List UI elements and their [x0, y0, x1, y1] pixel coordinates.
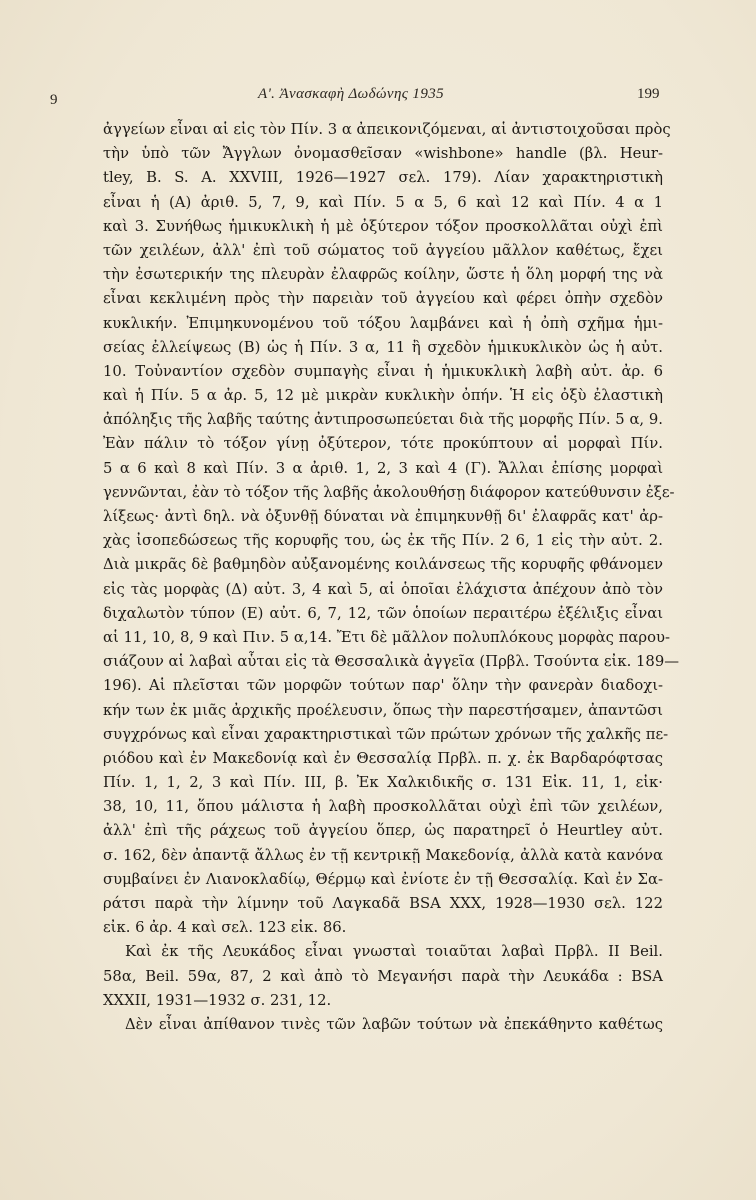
running-head: Α'. Ἀνασκαφὴ Δωδώνης 1935: [258, 86, 445, 102]
text-line: 5 α 6 καὶ 8 καὶ Πίν. 3 α ἀριθ. 1, 2, 3 καὶ 4 (Γ). Ἄλλαι ἐπίσης μορφαὶ: [103, 459, 663, 477]
text-line: τῶν χειλέων, ἀλλ' ἐπὶ τοῦ σώματος τοῦ ἀγγείου μᾶλλον καθέτως, ἔχει: [103, 241, 663, 259]
text-line: Πίν. 1, 1, 2, 3 καὶ Πίν. III, β. Ἐκ Χαλκιδικῆς σ. 131 Εἰκ. 11, 1, εἰκ·: [103, 774, 663, 792]
text-line: Διὰ μικρᾶς δὲ βαθμηδὸν αὐξανομένης κοιλάνσεως τῆς κορυφῆς φθάνομεν: [103, 556, 663, 574]
text-line: Δὲν εἶναι ἀπίθανον τινὲς τῶν λαβῶν τούτων νὰ ἐπεκάθηντο καθέτως: [125, 1015, 663, 1033]
text-line: καὶ 3. Συνήθως ἡμικυκλικὴ ἡ μὲ ὀξύτερον τόξον προσκολλᾶται οὐχὶ ἐπὶ: [103, 217, 663, 235]
text-line: τὴν ὑπὸ τῶν Ἄγγλων ὀνομασθεῖσαν «wishbone» handle (βλ. Heur-: [103, 145, 663, 163]
text-line: κήν των ἐκ μιᾶς ἀρχικῆς προέλευσιν, ὅπως τὴν παρεστήσαμεν, ἀπαντῶσι: [103, 701, 663, 719]
text-line: 196). Αἱ πλεῖσται τῶν μορφῶν τούτων παρ' ὅλην τὴν φανερὰν διαδοχι-: [103, 677, 663, 695]
text-line: Ἐὰν πάλιν τὸ τόξον γίνῃ ὀξύτερον, τότε προκύπτουν αἱ μορφαὶ Πίν.: [103, 435, 663, 453]
text-line: συγχρόνως καὶ εἶναι χαρακτηριστικαὶ τῶν πρώτων χρόνων τῆς χαλκῆς πε-: [103, 725, 669, 743]
text-line: σείας ἐλλείψεως (Β) ὡς ἡ Πίν. 3 α, 11 ἢ σχεδὸν ἡμικυκλικὸν ὡς ἡ αὐτ.: [103, 338, 663, 356]
text-line: κυκλικήν. Ἐπιμηκυνομένου τοῦ τόξου λαμβάνει καὶ ἡ ὀπὴ σχῆμα ἡμι-: [103, 314, 663, 332]
body-text: [103, 118, 680, 1037]
text-line: σ. 162, δὲν ἀπαντᾷ ἄλλως ἐν τῇ κεντρικῇ Μακεδονίᾳ, ἀλλὰ κατὰ κανόνα: [103, 846, 663, 864]
text-line: αἱ 11, 10, 8, 9 καὶ Πιν. 5 α,14. Ἔτι δὲ μᾶλλον πολυπλόκους μορφὰς παρου-: [103, 628, 670, 646]
text-line: εἶναι κεκλιμένη πρὸς τὴν παρειὰν τοῦ ἀγγείου καὶ φέρει ὀπὴν σχεδὸν: [103, 290, 663, 308]
text-line: εἰς τὰς μορφὰς (Δ) αὐτ. 3, 4 καὶ 5, αἱ ὁποῖαι ἐλάχιστα ἀπέχουν ἀπὸ τὸν: [103, 580, 663, 598]
text-line: ἀλλ' ἐπὶ τῆς ράχεως τοῦ ἀγγείου ὅπερ, ὡς παρατηρεῖ ὁ Heurtley αὐτ.: [103, 822, 663, 840]
text-line: ἀγγείων εἶναι αἱ εἰς τὸν Πίν. 3 α ἀπεικονιζόμεναι, αἱ ἀντιστοιχοῦσαι πρὸς: [103, 121, 671, 138]
signature-mark: 9: [50, 92, 58, 108]
text-line: tley, B. S. A. XXVIII, 1926—1927 σελ. 179). Λίαν χαρακτηριστικὴ: [103, 169, 663, 187]
text-line: τὴν ἐσωτερικήν της πλευρὰν ἐλαφρῶς κοίλην, ὥστε ἡ ὅλη μορφή της νὰ: [103, 266, 663, 284]
text-line: χὰς ἰσοπεδώσεως τῆς κορυφῆς του, ὡς ἐκ τῆς Πίν. 2 6, 1 εἰς τὴν αὐτ. 2.: [103, 532, 663, 550]
text-line: 10. Τοὐναντίον σχεδὸν συμπαγὴς εἶναι ἡ ἡμικυκλικὴ λαβὴ αὐτ. ἀρ. 6: [103, 362, 663, 380]
text-line: εἰκ. 6 ἀρ. 4 καὶ σελ. 123 εἰκ. 86.: [103, 919, 347, 937]
text-line: γεννῶνται, ἐὰν τὸ τόξον τῆς λαβῆς ἀκολουθήσῃ διάφορον κατεύθυνσιν ἐξε-: [103, 483, 675, 501]
page-number: 199: [637, 86, 660, 102]
text-line: συμβαίνει ἐν Λιανοκλαδίῳ, Θέρμῳ καὶ ἐνίοτε ἐν τῇ Θεσσαλίᾳ. Καὶ ἐν Σα-: [103, 870, 663, 888]
text-line: διχαλωτὸν τύπον (Ε) αὐτ. 6, 7, 12, τῶν ὁποίων περαιτέρω ἐξέλιξις εἶναι: [103, 604, 663, 622]
text-line: 58α, Beil. 59α, 87, 2 καὶ ἀπὸ τὸ Μεγανήσι παρὰ τὴν Λευκάδα : BSA: [103, 967, 663, 985]
text-line: ράτσι παρὰ τὴν λίμνην τοῦ Λαγκαδᾶ BSA XXX, 1928—1930 σελ. 122: [103, 895, 663, 912]
text-line: ριόδου καὶ ἐν Μακεδονίᾳ καὶ ἐν Θεσσαλίᾳ Πρβλ. π. χ. ἐκ Βαρδαρόφτσας: [103, 749, 663, 767]
text-line: εἶναι ἡ (Α) ἀριθ. 5, 7, 9, καὶ Πίν. 5 α 5, 6 καὶ 12 καὶ Πίν. 4 α 1: [103, 193, 663, 211]
text-line: XXXII, 1931—1932 σ. 231, 12.: [103, 991, 332, 1009]
text-line: 38, 10, 11, ὅπου μάλιστα ἡ λαβὴ προσκολλᾶται οὐχὶ ἐπὶ τῶν χειλέων,: [103, 798, 663, 816]
text-line: λίξεως· ἀντὶ δηλ. νὰ ὀξυνθῇ δύναται νὰ ἐπιμηκυνθῇ δι' ἐλαφρᾶς κατ' ἀρ-: [103, 508, 663, 525]
text-line: σιάζουν αἱ λαβαὶ αὗται εἰς τὰ Θεσσαλικὰ ἀγγεῖα (Πρβλ. Τσούντα εἰκ. 189—: [103, 653, 680, 671]
text-line: Καὶ ἐκ τῆς Λευκάδος εἶναι γνωσταὶ τοιαῦται λαβαὶ Πρβλ. II Beil.: [125, 943, 663, 961]
text-line: ἀπόληξις τῆς λαβῆς ταύτης ἀντιπροσωπεύεται διὰ τῆς μορφῆς Πίν. 5 α, 9.: [103, 411, 663, 429]
text-line: καὶ ἡ Πίν. 5 α ἀρ. 5, 12 μὲ μικρὰν κυκλικὴν ὀπήν. Ἡ εἰς ὀξὺ ἐλαστικὴ: [103, 387, 663, 405]
